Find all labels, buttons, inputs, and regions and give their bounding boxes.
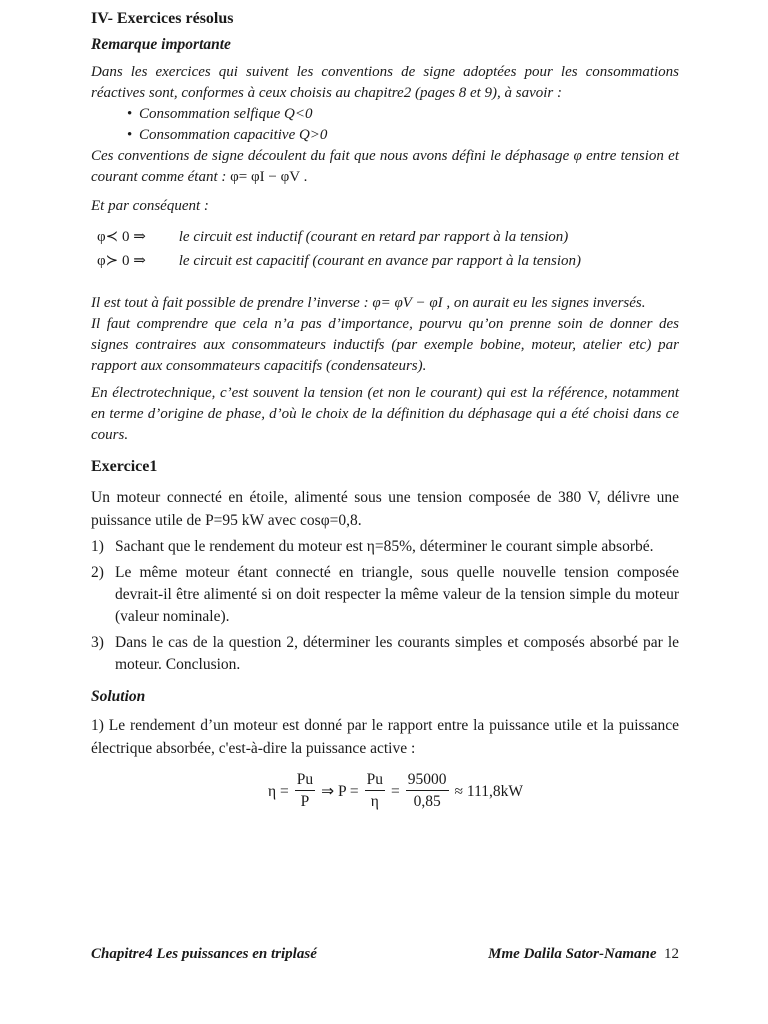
page-footer <box>91 946 679 963</box>
case-math: φ≻ 0 ⇒ <box>97 253 146 269</box>
intro-paragraph: Dans les exercices qui suivent les conventions de signe adoptées pour les consommations réactives sont, conformes à ceux choisis au chapitre2 (pages 8 et 9), à savoir : <box>91 64 679 101</box>
convention-list <box>91 104 679 146</box>
list-item: • Consommation selfique Q<0 <box>139 104 679 125</box>
list-item: 2) Le même moteur étant connecté en triangle, sous quelle nouvelle tension composée devrait-il être alimenté si on doit respecter la même valeur de la tension simple du moteur (valeur nominale). <box>91 564 679 625</box>
author-name: Mme Dalila Sator-Namane <box>488 946 657 962</box>
exercise-title: Exercice1 <box>91 458 158 475</box>
document-page <box>91 8 679 813</box>
solution-title: Solution <box>91 688 146 705</box>
remark-title: Remarque importante <box>91 36 231 53</box>
chapter-label: Chapitre4 Les puissances en triplasé <box>91 946 317 962</box>
phase-formula: φ= φI − φV . <box>230 169 308 185</box>
list-item: • Consommation capacitive Q>0 <box>139 125 679 146</box>
question-list <box>91 536 679 676</box>
efficiency-formula: η = $\frac{Pu}{P}$ ⇒ P = $\frac{Pu}{\eta}$ = $\frac{95000}{0,85}$ ≈ 111,8kW <box>268 771 524 810</box>
list-item: 3) Dans le cas de la question 2, déterminer les courants simples et composés absorbé par le moteur. Conclusion. <box>91 634 679 673</box>
case-text: le circuit est capacitif (courant en avance par rapport à la tension) <box>178 253 582 269</box>
case-capacitive <box>97 249 679 273</box>
convention-paragraph <box>91 146 679 188</box>
page-number: 12 <box>664 946 679 962</box>
electro-paragraph: En électrotechnique, c’est souvent la tension (et non le courant) qui est la référence, notamment en terme d’origine de phase, d’où le choix de la définition du déphasage qui a été choisi dans ce cours. <box>91 385 679 443</box>
list-item: 1) Sachant que le rendement du moteur est η=85%, déterminer le courant simple absorbé. <box>91 538 654 555</box>
convention-text: Ces conventions de signe découlent du fait que nous avons défini le déphasage φ entre tension et courant comme étant : <box>91 148 679 185</box>
case-inductive <box>97 225 679 249</box>
case-math: φ≺ 0 ⇒ <box>97 229 146 245</box>
consequent-text: Et par conséquent : <box>91 198 209 214</box>
case-text: le circuit est inductif (courant en retard par rapport à la tension) <box>178 229 569 245</box>
exercise-statement: Un moteur connecté en étoile, alimenté sous une tension composée de 380 V, délivre une puissance utile de P=95 kW avec cosφ=0,8. <box>91 489 679 529</box>
inverse-paragraph: Il est tout à fait possible de prendre l’inverse : φ= φV − φI , on aurait eu les signes inversés. <box>91 295 646 311</box>
comprendre-paragraph: Il faut comprendre que cela n’a pas d’importance, pourvu qu’on prenne soin de donner des signes contraires aux consommateurs inductifs (par exemple bobine, moteur, atelier etc) par rapport aux consommateurs capacitifs (condensateurs). <box>91 316 679 374</box>
section-title: IV- Exercices résolus <box>91 10 234 27</box>
solution-paragraph: 1) Le rendement d’un moteur est donné par le rapport entre la puissance utile et la puissance électrique absorbée, c'est-à-dire la puissance active : <box>91 717 679 757</box>
